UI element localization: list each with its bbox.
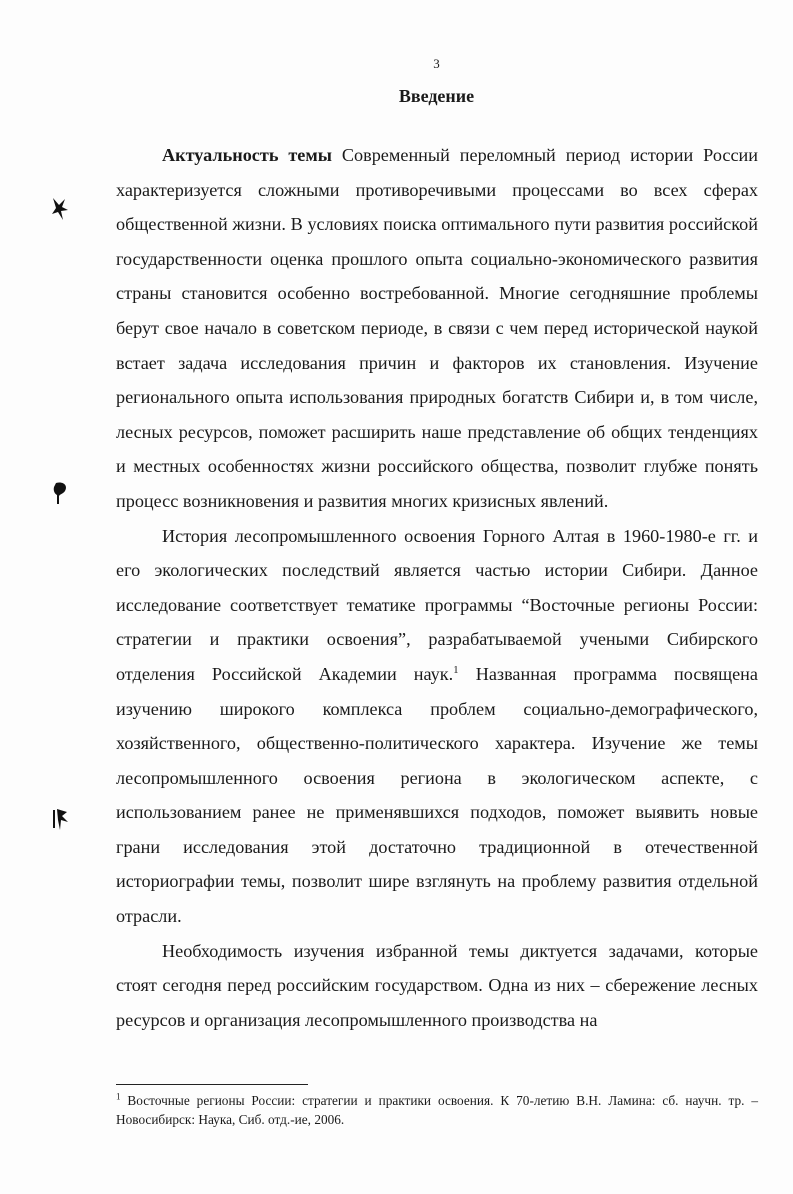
paragraph-relevance	[116, 138, 758, 519]
scan-mark-icon	[50, 480, 70, 506]
paragraph-necessity	[116, 934, 758, 1038]
scan-mark-icon	[50, 196, 70, 222]
page-title: Введение	[398, 86, 475, 106]
footnote-separator	[116, 1084, 308, 1085]
paragraph-text: Современный переломный период истории России характеризуется сложными противоречивыми процессами во всех сферах общественной жизни. В условиях поиска оптимального пути развития российской государственности оценка прошлого опыта социально-экономического развития страны становится особенно востребованной. Многие сегодняшние проблемы берут свое начало в советском периоде, в связи с чем перед исторической наукой встает задача исследования причин и факторов их становления. Изучение регионального опыта использования природных богатств Сибири и, в том числе, лесных ресурсов, поможет расширить наше представление об общих тенденциях и местных особенностях жизни российского общества, позволит глубже понять процесс возникновения и развития многих кризисных явлений.	[116, 145, 758, 511]
paragraph-text: История лесопромышленного освоения Горного Алтая в 1960-1980-е гг. и его экологических последствий является частью истории Сибири. Данное исследование соответствует тематике программы “Восточные регионы России: стратегии и практики освоения”, разрабатываемой учеными Сибирского отделения Российской Академии наук.	[116, 525, 758, 684]
footnote	[116, 1091, 758, 1129]
paragraph-history	[116, 519, 758, 934]
footnote-reference[interactable]: 1	[453, 663, 459, 676]
paragraph-lead: Актуальность темы	[162, 145, 332, 165]
scan-mark-icon	[50, 806, 70, 832]
paragraph-text: Необходимость изучения избранной темы диктуется задачами, которые стоят сегодня перед российским государством. Одна из них – сбережение лесных ресурсов и организация лесопромышленного производства на	[116, 940, 758, 1030]
footnote-marker: 1	[116, 1091, 121, 1102]
paragraph-text: Названная программа посвящена изучению широкого комплекса проблем социально-демографического, хозяйственного, общественно-политического характера. Изучение же темы лесопромышленного освоения региона в экологическом аспекте, с использованием ранее не применявшихся подходов, поможет выявить новые грани исследования этой достаточно традиционной в отечественной историографии темы, позволит шире взглянуть на проблему развития отдельной отрасли.	[116, 663, 758, 927]
body-text	[116, 138, 758, 1037]
footnote-text: Восточные регионы России: стратегии и практики освоения. К 70-летию В.Н. Ламина: сб. научн. тр. – Новосибирск: Наука, Сиб. отд.-ие, 2006.	[116, 1093, 758, 1127]
page-number: 3	[433, 56, 440, 71]
